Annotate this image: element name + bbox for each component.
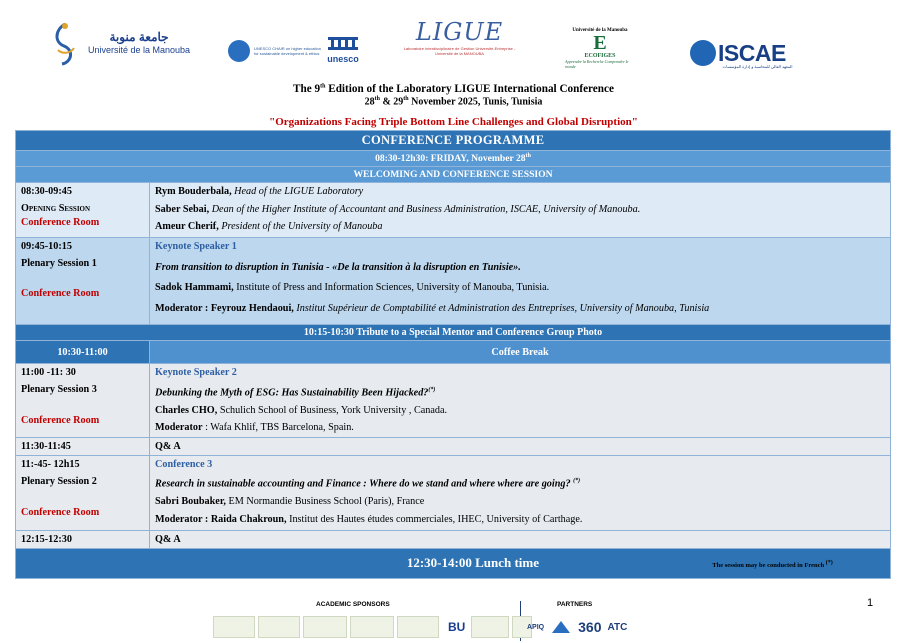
plenary-2-moderator (155, 511, 885, 529)
speaker-role: President of the University of Manouba (218, 221, 383, 233)
opening-speaker-1 (155, 183, 885, 201)
opening-label: Opening Session (21, 203, 91, 214)
moderator-label: Moderator (155, 513, 203, 525)
moderator-details: : Wafa Khlif, TBS Barcelona, Spain. (202, 422, 354, 434)
opening-content-cell (150, 183, 891, 238)
ligue-wordmark: LIGUE (415, 18, 504, 46)
qa-2-time: 12:15-12:30 (16, 530, 150, 548)
iscae-globe-icon (690, 40, 716, 66)
plenary-1-row (16, 238, 891, 325)
date-b: & 29 (379, 96, 404, 108)
manouba-arabic: جامعة منوبة (109, 30, 169, 44)
unesco-label: unesco (327, 54, 359, 64)
plenary-1-speaker (155, 279, 885, 297)
plenary-2-talk-title (155, 473, 885, 493)
iscae-subtitle: المعهد العالي للمحاسبة و إدارة المؤسسات (722, 64, 793, 69)
moderator-affiliation: Institut des Hautes études commerciales, IHEC, University of Carthage. (286, 513, 583, 525)
opening-time-cell (16, 183, 150, 238)
partners-title: PARTNERS (557, 601, 593, 608)
sponsor-logo (258, 616, 300, 638)
speaker-affiliation: Schulich School of Business, York University , Canada. (217, 404, 448, 416)
talk-title-text: Research in sustainable accounting and Finance : Where do we stand and where where are going? (155, 478, 574, 490)
plenary-1-time-cell (16, 238, 150, 325)
lunch-note-text: The session may be conducted in French (712, 562, 825, 570)
talk-title-sup: (*) (573, 478, 581, 485)
conference-theme: "Organizations Facing Triple Bottom Line Challenges and Global Disruption" (269, 116, 638, 128)
unesco-logo (228, 36, 373, 66)
partner-logos (527, 614, 633, 640)
iscae-wordmark: ISCAE (718, 39, 786, 66)
tribute-row (16, 325, 891, 341)
moderator-label: Moderator (155, 302, 203, 314)
programme-title: CONFERENCE PROGRAMME (16, 131, 891, 151)
date-a: 28 (364, 96, 375, 108)
qa-1-time: 11:30-11:45 (16, 437, 150, 455)
plenary-2-time-cell (16, 455, 150, 530)
speaker-affiliation: EM Normandie Business School (Paris), France (225, 496, 425, 508)
partner-logo-360: 360 (578, 619, 602, 635)
sponsor-logo (213, 616, 255, 638)
day-label (16, 151, 891, 167)
day-row (16, 151, 891, 167)
page-number: 1 (867, 597, 874, 609)
plenary-2-room: Conference Room (21, 506, 100, 518)
iscae-logo (690, 32, 825, 74)
programme-table (15, 130, 891, 579)
day-sup: th (525, 152, 531, 159)
speaker-name: Charles CHO, (155, 404, 218, 416)
conference-edition-title (0, 83, 907, 95)
plenary-3-room: Conference Room (21, 415, 100, 426)
plenary-3-speaker (155, 402, 885, 420)
manouba-logo (50, 14, 215, 74)
plenary-1-time: 09:45-10:15 (21, 241, 72, 252)
qa-1-row (16, 437, 891, 455)
manouba-text (88, 31, 190, 57)
academic-sponsor-logos (213, 614, 535, 640)
coffee-time: 10:30-11:00 (16, 341, 150, 364)
speaker-name: Sabri Boubaker, (155, 496, 226, 508)
coffee-label: Coffee Break (150, 341, 891, 364)
lunch-label: 12:30-14:00 Lunch time (406, 555, 539, 571)
sponsor-logo (471, 616, 509, 638)
date-c: November 2025, Tunis, Tunisia (408, 96, 543, 108)
tribute-label: 10:15-10:30 Tribute to a Special Mentor and Conference Group Photo (16, 325, 891, 341)
plenary-2-content-cell (150, 455, 891, 530)
plenary-1-room: Conference Room (21, 288, 100, 299)
bu-logo: BU (448, 620, 466, 634)
date-sup2: th (403, 96, 409, 102)
qa-1-label: Q& A (150, 437, 891, 455)
unesco-chair-text: UNESCO CHAIR on higher education for sustainable development & ethics (254, 46, 321, 56)
ligue-logo (397, 6, 522, 68)
ecofiges-tagline: Apprendre la Recherche Comprendre le monde (565, 58, 629, 69)
moderator-name: : Raida Chakroun, (202, 513, 287, 525)
plenary-3-time: 11:00 -11: 30 (21, 367, 76, 378)
conference-dates (0, 96, 907, 107)
plenary-1-content-cell (150, 238, 891, 325)
manouba-french: Université de la Manouba (88, 45, 191, 55)
edition-sup: th (320, 83, 326, 90)
speaker-name: Saber Sebai, (155, 203, 210, 215)
moderator-name: : Feyrouz Hendaoui, (202, 302, 294, 314)
plenary-3-kicker: Keynote Speaker 2 (155, 367, 237, 378)
welcome-row (16, 167, 891, 183)
ecofiges-name: ECOFIGES (584, 52, 616, 59)
plenary-2-time: 11:-45- 12h15 (21, 458, 80, 470)
ligue-caption: Laboratoire Interdisciplinaire de Gestion Université-Entreprise - Université de la MANOUBA (403, 46, 516, 56)
plenary-1-kicker: Keynote Speaker 1 (155, 241, 237, 252)
speaker-name: Ameur Cherif, (155, 221, 219, 233)
speaker-name: Sadok Hammami, (155, 282, 234, 294)
plenary-3-row (16, 364, 891, 438)
partner-logo-apiq: APIQ (527, 623, 545, 631)
qa-2-label: Q& A (150, 530, 891, 548)
partner-logo-icon (550, 619, 572, 635)
plenary-3-time-cell (16, 364, 150, 438)
plenary-2-kicker: Conference 3 (155, 458, 213, 470)
manouba-swirl-icon (50, 20, 80, 68)
sponsor-logo (350, 616, 394, 638)
sponsor-logo (303, 616, 347, 638)
lunch-row (16, 548, 891, 578)
plenary-3-talk-title (155, 382, 885, 402)
academic-sponsors-title: ACADEMIC SPONSORS (316, 601, 390, 608)
ecofiges-logo (565, 22, 635, 74)
unesco-temple-icon (326, 37, 360, 51)
partner-logo-atc: ATC (607, 621, 628, 633)
plenary-1-moderator (155, 300, 885, 318)
coffee-break-row (16, 341, 891, 364)
talk-title-sup: (*) (428, 386, 436, 393)
edition-pre: The 9 (293, 83, 321, 95)
opening-speaker-3 (155, 218, 885, 236)
speaker-name: Rym Bouderbala, (155, 186, 232, 197)
ecofiges-letter: E (593, 31, 607, 54)
plenary-2-label: Plenary Session 2 (21, 475, 97, 487)
unesco-wordmark (326, 37, 360, 65)
welcome-label: WELCOMING AND CONFERENCE SESSION (16, 167, 891, 183)
sponsor-logo (397, 616, 439, 638)
moderator-label: Moderator (155, 422, 203, 434)
lunch-note-sup: (*) (825, 560, 833, 567)
plenary-3-content-cell (150, 364, 891, 438)
plenary-2-speaker (155, 493, 885, 511)
edition-post: Edition of the Laboratory LIGUE International Conference (325, 83, 614, 95)
opening-speaker-2 (155, 201, 885, 219)
day-text: 08:30-12h30: FRIDAY, November 28 (375, 153, 526, 165)
speaker-affiliation: Institute of Press and Information Sciences, University of Manouba, Tunisia. (233, 282, 550, 294)
ecofiges-top: Université de la Manouba (572, 27, 628, 33)
opening-room: Conference Room (21, 217, 100, 228)
opening-session-row (16, 183, 891, 238)
talk-title-text: Debunking the Myth of ESG: Has Sustainability Been Hijacked? (155, 386, 429, 398)
plenary-1-talk-title: From transition to disruption in Tunisia - «De la transition à la disruption en Tunisie». (155, 261, 521, 273)
moderator-affiliation: Institut Supérieur de Comptabilité et Administration des Entreprises, University of Manouba, Tunisia (293, 302, 710, 314)
date-sup1: th (374, 96, 380, 102)
plenary-2-row (16, 455, 891, 530)
lunch-cell (16, 548, 891, 578)
unesco-chair-icon (228, 40, 250, 62)
lunch-note (712, 562, 832, 569)
opening-time: 08:30-09:45 (21, 186, 72, 197)
logo-row (0, 0, 907, 78)
speaker-role: Dean of the Higher Institute of Accountant and Business Administration, ISCAE, University of Manouba. (209, 203, 641, 215)
speaker-role: Head of the LIGUE Laboratory (231, 186, 364, 197)
plenary-1-label: Plenary Session 1 (21, 258, 97, 269)
programme-title-row (16, 131, 891, 151)
plenary-3-label: Plenary Session 3 (21, 384, 97, 395)
qa-2-row (16, 530, 891, 548)
plenary-3-moderator (155, 419, 885, 437)
